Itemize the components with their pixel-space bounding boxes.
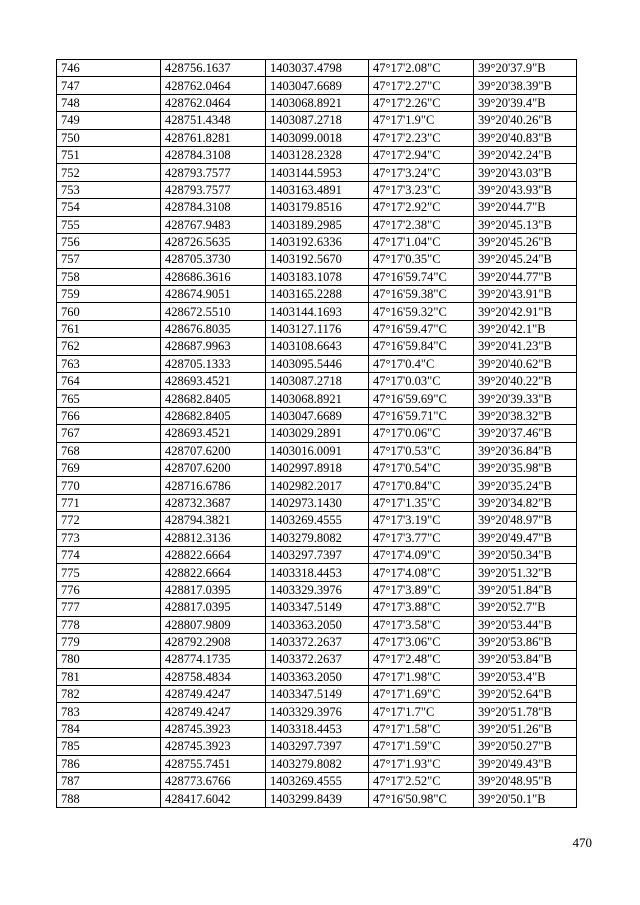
table-row xyxy=(57,512,577,529)
latitude-cell: 47°17'4.09"С xyxy=(369,546,474,563)
table-row xyxy=(57,216,577,233)
latitude-cell: 47°17'1.7"С xyxy=(369,703,474,720)
longitude-cell: 39°20'48.97"В xyxy=(474,512,577,529)
coordinates-table xyxy=(56,59,577,808)
x-coordinate-cell: 428756.1637 xyxy=(161,60,266,77)
longitude-cell: 39°20'40.22"В xyxy=(474,373,577,390)
latitude-cell: 47°16'50.98"С xyxy=(369,790,474,807)
longitude-cell: 39°20'44.77"В xyxy=(474,268,577,285)
x-coordinate-cell: 428767.9483 xyxy=(161,216,266,233)
y-coordinate-cell: 1403183.1078 xyxy=(266,268,369,285)
y-coordinate-cell: 1403363.2050 xyxy=(266,616,369,633)
table-row xyxy=(57,146,577,163)
table-row xyxy=(57,459,577,476)
latitude-cell: 47°17'3.23"С xyxy=(369,181,474,198)
latitude-cell: 47°17'1.35"С xyxy=(369,494,474,511)
table-row xyxy=(57,355,577,372)
point-number-cell: 750 xyxy=(57,129,161,146)
longitude-cell: 39°20'45.24"В xyxy=(474,251,577,268)
point-number-cell: 768 xyxy=(57,442,161,459)
longitude-cell: 39°20'53.86"В xyxy=(474,633,577,650)
x-coordinate-cell: 428693.4521 xyxy=(161,425,266,442)
x-coordinate-cell: 428676.8035 xyxy=(161,320,266,337)
point-number-cell: 762 xyxy=(57,338,161,355)
point-number-cell: 772 xyxy=(57,512,161,529)
table-row xyxy=(57,755,577,772)
y-coordinate-cell: 1403329.3976 xyxy=(266,581,369,598)
table-row xyxy=(57,773,577,790)
x-coordinate-cell: 428792.2908 xyxy=(161,633,266,650)
x-coordinate-cell: 428749.4247 xyxy=(161,686,266,703)
x-coordinate-cell: 428707.6200 xyxy=(161,459,266,476)
table-row xyxy=(57,738,577,755)
point-number-cell: 752 xyxy=(57,164,161,181)
point-number-cell: 777 xyxy=(57,599,161,616)
y-coordinate-cell: 1403047.6689 xyxy=(266,77,369,94)
y-coordinate-cell: 1403179.8516 xyxy=(266,199,369,216)
x-coordinate-cell: 428773.6766 xyxy=(161,773,266,790)
longitude-cell: 39°20'39.4"В xyxy=(474,94,577,111)
table-row xyxy=(57,442,577,459)
latitude-cell: 47°16'59.32"С xyxy=(369,303,474,320)
longitude-cell: 39°20'45.26"В xyxy=(474,233,577,250)
latitude-cell: 47°17'3.24"С xyxy=(369,164,474,181)
y-coordinate-cell: 1402982.2017 xyxy=(266,477,369,494)
point-number-cell: 780 xyxy=(57,651,161,668)
point-number-cell: 747 xyxy=(57,77,161,94)
table-row xyxy=(57,129,577,146)
latitude-cell: 47°17'3.58"С xyxy=(369,616,474,633)
point-number-cell: 774 xyxy=(57,546,161,563)
longitude-cell: 39°20'34.82"В xyxy=(474,494,577,511)
y-coordinate-cell: 1403192.6336 xyxy=(266,233,369,250)
table-row xyxy=(57,199,577,216)
point-number-cell: 749 xyxy=(57,112,161,129)
table-row xyxy=(57,720,577,737)
latitude-cell: 47°16'59.71"С xyxy=(369,407,474,424)
longitude-cell: 39°20'41.23"В xyxy=(474,338,577,355)
point-number-cell: 779 xyxy=(57,633,161,650)
x-coordinate-cell: 428784.3108 xyxy=(161,146,266,163)
table-row xyxy=(57,703,577,720)
table-row xyxy=(57,407,577,424)
latitude-cell: 47°17'1.9"С xyxy=(369,112,474,129)
latitude-cell: 47°16'59.74"С xyxy=(369,268,474,285)
longitude-cell: 39°20'38.39"В xyxy=(474,77,577,94)
table-row xyxy=(57,268,577,285)
latitude-cell: 47°17'2.08"С xyxy=(369,60,474,77)
latitude-cell: 47°17'0.35"С xyxy=(369,251,474,268)
y-coordinate-cell: 1403127.1176 xyxy=(266,320,369,337)
latitude-cell: 47°17'1.93"С xyxy=(369,755,474,772)
longitude-cell: 39°20'36.84"В xyxy=(474,442,577,459)
point-number-cell: 763 xyxy=(57,355,161,372)
y-coordinate-cell: 1403347.5149 xyxy=(266,686,369,703)
x-coordinate-cell: 428693.4521 xyxy=(161,373,266,390)
x-coordinate-cell: 428705.1333 xyxy=(161,355,266,372)
table-row xyxy=(57,251,577,268)
table-row xyxy=(57,303,577,320)
point-number-cell: 770 xyxy=(57,477,161,494)
y-coordinate-cell: 1403016.0091 xyxy=(266,442,369,459)
x-coordinate-cell: 428755.7451 xyxy=(161,755,266,772)
longitude-cell: 39°20'52.7"В xyxy=(474,599,577,616)
table-row xyxy=(57,668,577,685)
point-number-cell: 787 xyxy=(57,773,161,790)
latitude-cell: 47°17'1.69"С xyxy=(369,686,474,703)
longitude-cell: 39°20'49.43"В xyxy=(474,755,577,772)
table-row xyxy=(57,581,577,598)
x-coordinate-cell: 428817.0395 xyxy=(161,581,266,598)
y-coordinate-cell: 1403144.5953 xyxy=(266,164,369,181)
y-coordinate-cell: 1403297.7397 xyxy=(266,546,369,563)
point-number-cell: 778 xyxy=(57,616,161,633)
point-number-cell: 766 xyxy=(57,407,161,424)
point-number-cell: 769 xyxy=(57,459,161,476)
longitude-cell: 39°20'37.9"В xyxy=(474,60,577,77)
x-coordinate-cell: 428758.4834 xyxy=(161,668,266,685)
x-coordinate-cell: 428705.3730 xyxy=(161,251,266,268)
point-number-cell: 748 xyxy=(57,94,161,111)
point-number-cell: 759 xyxy=(57,286,161,303)
point-number-cell: 767 xyxy=(57,425,161,442)
y-coordinate-cell: 1403192.5670 xyxy=(266,251,369,268)
y-coordinate-cell: 1403144.1693 xyxy=(266,303,369,320)
y-coordinate-cell: 1403087.2718 xyxy=(266,112,369,129)
longitude-cell: 39°20'45.13"В xyxy=(474,216,577,233)
latitude-cell: 47°16'59.38"С xyxy=(369,286,474,303)
x-coordinate-cell: 428793.7577 xyxy=(161,164,266,181)
x-coordinate-cell: 428774.1735 xyxy=(161,651,266,668)
table-row xyxy=(57,390,577,407)
longitude-cell: 39°20'40.26"В xyxy=(474,112,577,129)
x-coordinate-cell: 428761.8281 xyxy=(161,129,266,146)
y-coordinate-cell: 1403279.8082 xyxy=(266,755,369,772)
y-coordinate-cell: 1403372.2637 xyxy=(266,651,369,668)
latitude-cell: 47°17'2.27"С xyxy=(369,77,474,94)
x-coordinate-cell: 428745.3923 xyxy=(161,720,266,737)
y-coordinate-cell: 1403299.8439 xyxy=(266,790,369,807)
table-row xyxy=(57,373,577,390)
longitude-cell: 39°20'43.93"В xyxy=(474,181,577,198)
x-coordinate-cell: 428749.4247 xyxy=(161,703,266,720)
latitude-cell: 47°17'0.06"С xyxy=(369,425,474,442)
x-coordinate-cell: 428822.6664 xyxy=(161,546,266,563)
longitude-cell: 39°20'53.84"В xyxy=(474,651,577,668)
point-number-cell: 753 xyxy=(57,181,161,198)
point-number-cell: 755 xyxy=(57,216,161,233)
y-coordinate-cell: 1403163.4891 xyxy=(266,181,369,198)
longitude-cell: 39°20'53.44"В xyxy=(474,616,577,633)
latitude-cell: 47°17'3.06"С xyxy=(369,633,474,650)
point-number-cell: 761 xyxy=(57,320,161,337)
y-coordinate-cell: 1402997.8918 xyxy=(266,459,369,476)
x-coordinate-cell: 428674.9051 xyxy=(161,286,266,303)
x-coordinate-cell: 428732.3687 xyxy=(161,494,266,511)
longitude-cell: 39°20'51.78"В xyxy=(474,703,577,720)
latitude-cell: 47°17'1.59"С xyxy=(369,738,474,755)
longitude-cell: 39°20'51.26"В xyxy=(474,720,577,737)
longitude-cell: 39°20'37.46"В xyxy=(474,425,577,442)
table-row xyxy=(57,633,577,650)
y-coordinate-cell: 1403108.6643 xyxy=(266,338,369,355)
latitude-cell: 47°17'0.03"С xyxy=(369,373,474,390)
x-coordinate-cell: 428751.4348 xyxy=(161,112,266,129)
point-number-cell: 788 xyxy=(57,790,161,807)
y-coordinate-cell: 1403165.2288 xyxy=(266,286,369,303)
y-coordinate-cell: 1402973.1430 xyxy=(266,494,369,511)
y-coordinate-cell: 1403029.2891 xyxy=(266,425,369,442)
x-coordinate-cell: 428784.3108 xyxy=(161,199,266,216)
y-coordinate-cell: 1403068.8921 xyxy=(266,390,369,407)
table-row xyxy=(57,599,577,616)
y-coordinate-cell: 1403279.8082 xyxy=(266,529,369,546)
point-number-cell: 765 xyxy=(57,390,161,407)
latitude-cell: 47°17'0.53"С xyxy=(369,442,474,459)
coordinates-table-body xyxy=(57,60,577,808)
point-number-cell: 764 xyxy=(57,373,161,390)
x-coordinate-cell: 428682.8405 xyxy=(161,390,266,407)
point-number-cell: 751 xyxy=(57,146,161,163)
latitude-cell: 47°17'2.52"С xyxy=(369,773,474,790)
table-row xyxy=(57,686,577,703)
y-coordinate-cell: 1403372.2637 xyxy=(266,633,369,650)
x-coordinate-cell: 428793.7577 xyxy=(161,181,266,198)
table-row xyxy=(57,425,577,442)
table-row xyxy=(57,564,577,581)
latitude-cell: 47°16'59.47"С xyxy=(369,320,474,337)
x-coordinate-cell: 428672.5510 xyxy=(161,303,266,320)
table-row xyxy=(57,338,577,355)
longitude-cell: 39°20'50.27"В xyxy=(474,738,577,755)
point-number-cell: 784 xyxy=(57,720,161,737)
latitude-cell: 47°17'1.04"С xyxy=(369,233,474,250)
y-coordinate-cell: 1403099.0018 xyxy=(266,129,369,146)
y-coordinate-cell: 1403128.2328 xyxy=(266,146,369,163)
longitude-cell: 39°20'42.1"В xyxy=(474,320,577,337)
latitude-cell: 47°17'2.92"С xyxy=(369,199,474,216)
table-row xyxy=(57,164,577,181)
longitude-cell: 39°20'38.32"В xyxy=(474,407,577,424)
longitude-cell: 39°20'43.91"В xyxy=(474,286,577,303)
latitude-cell: 47°17'3.19"С xyxy=(369,512,474,529)
table-row xyxy=(57,286,577,303)
point-number-cell: 754 xyxy=(57,199,161,216)
longitude-cell: 39°20'42.24"В xyxy=(474,146,577,163)
point-number-cell: 776 xyxy=(57,581,161,598)
table-row xyxy=(57,60,577,77)
longitude-cell: 39°20'49.47"В xyxy=(474,529,577,546)
x-coordinate-cell: 428417.6042 xyxy=(161,790,266,807)
x-coordinate-cell: 428762.0464 xyxy=(161,77,266,94)
x-coordinate-cell: 428686.3616 xyxy=(161,268,266,285)
point-number-cell: 746 xyxy=(57,60,161,77)
y-coordinate-cell: 1403189.2985 xyxy=(266,216,369,233)
latitude-cell: 47°16'59.69"С xyxy=(369,390,474,407)
table-row xyxy=(57,112,577,129)
point-number-cell: 758 xyxy=(57,268,161,285)
longitude-cell: 39°20'39.33"В xyxy=(474,390,577,407)
table-row xyxy=(57,651,577,668)
point-number-cell: 785 xyxy=(57,738,161,755)
latitude-cell: 47°17'4.08"С xyxy=(369,564,474,581)
x-coordinate-cell: 428716.6786 xyxy=(161,477,266,494)
table-row xyxy=(57,320,577,337)
point-number-cell: 760 xyxy=(57,303,161,320)
longitude-cell: 39°20'51.32"В xyxy=(474,564,577,581)
x-coordinate-cell: 428682.8405 xyxy=(161,407,266,424)
latitude-cell: 47°17'2.26"С xyxy=(369,94,474,111)
latitude-cell: 47°17'0.4"С xyxy=(369,355,474,372)
table-row xyxy=(57,616,577,633)
latitude-cell: 47°16'59.84"С xyxy=(369,338,474,355)
longitude-cell: 39°20'43.03"В xyxy=(474,164,577,181)
latitude-cell: 47°17'3.77"С xyxy=(369,529,474,546)
table-row xyxy=(57,477,577,494)
x-coordinate-cell: 428687.9963 xyxy=(161,338,266,355)
latitude-cell: 47°17'2.23"С xyxy=(369,129,474,146)
table-row xyxy=(57,529,577,546)
longitude-cell: 39°20'50.34"В xyxy=(474,546,577,563)
latitude-cell: 47°17'3.89"С xyxy=(369,581,474,598)
y-coordinate-cell: 1403087.2718 xyxy=(266,373,369,390)
x-coordinate-cell: 428745.3923 xyxy=(161,738,266,755)
latitude-cell: 47°17'0.84"С xyxy=(369,477,474,494)
point-number-cell: 756 xyxy=(57,233,161,250)
longitude-cell: 39°20'48.95"В xyxy=(474,773,577,790)
y-coordinate-cell: 1403297.7397 xyxy=(266,738,369,755)
y-coordinate-cell: 1403347.5149 xyxy=(266,599,369,616)
latitude-cell: 47°17'2.48"С xyxy=(369,651,474,668)
y-coordinate-cell: 1403068.8921 xyxy=(266,94,369,111)
longitude-cell: 39°20'35.24"В xyxy=(474,477,577,494)
table-row xyxy=(57,790,577,807)
y-coordinate-cell: 1403269.4555 xyxy=(266,773,369,790)
page-number: 470 xyxy=(572,835,592,850)
y-coordinate-cell: 1403329.3976 xyxy=(266,703,369,720)
longitude-cell: 39°20'52.64"В xyxy=(474,686,577,703)
point-number-cell: 782 xyxy=(57,686,161,703)
x-coordinate-cell: 428807.9809 xyxy=(161,616,266,633)
point-number-cell: 781 xyxy=(57,668,161,685)
longitude-cell: 39°20'40.83"В xyxy=(474,129,577,146)
y-coordinate-cell: 1403095.5446 xyxy=(266,355,369,372)
longitude-cell: 39°20'42.91"В xyxy=(474,303,577,320)
latitude-cell: 47°17'2.94"С xyxy=(369,146,474,163)
table-row xyxy=(57,546,577,563)
latitude-cell: 47°17'3.88"С xyxy=(369,599,474,616)
latitude-cell: 47°17'1.98"С xyxy=(369,668,474,685)
y-coordinate-cell: 1403318.4453 xyxy=(266,720,369,737)
latitude-cell: 47°17'0.54"С xyxy=(369,459,474,476)
point-number-cell: 775 xyxy=(57,564,161,581)
x-coordinate-cell: 428762.0464 xyxy=(161,94,266,111)
table-row xyxy=(57,181,577,198)
x-coordinate-cell: 428822.6664 xyxy=(161,564,266,581)
longitude-cell: 39°20'53.4"В xyxy=(474,668,577,685)
point-number-cell: 757 xyxy=(57,251,161,268)
longitude-cell: 39°20'40.62"В xyxy=(474,355,577,372)
longitude-cell: 39°20'35.98"В xyxy=(474,459,577,476)
y-coordinate-cell: 1403037.4798 xyxy=(266,60,369,77)
latitude-cell: 47°17'2.38"С xyxy=(369,216,474,233)
x-coordinate-cell: 428817.0395 xyxy=(161,599,266,616)
y-coordinate-cell: 1403047.6689 xyxy=(266,407,369,424)
y-coordinate-cell: 1403318.4453 xyxy=(266,564,369,581)
x-coordinate-cell: 428812.3136 xyxy=(161,529,266,546)
x-coordinate-cell: 428794.3821 xyxy=(161,512,266,529)
y-coordinate-cell: 1403269.4555 xyxy=(266,512,369,529)
x-coordinate-cell: 428726.5635 xyxy=(161,233,266,250)
table-row xyxy=(57,233,577,250)
point-number-cell: 786 xyxy=(57,755,161,772)
table-row xyxy=(57,94,577,111)
table-row xyxy=(57,494,577,511)
x-coordinate-cell: 428707.6200 xyxy=(161,442,266,459)
longitude-cell: 39°20'51.84"В xyxy=(474,581,577,598)
longitude-cell: 39°20'50.1"В xyxy=(474,790,577,807)
point-number-cell: 773 xyxy=(57,529,161,546)
table-row xyxy=(57,77,577,94)
y-coordinate-cell: 1403363.2050 xyxy=(266,668,369,685)
point-number-cell: 783 xyxy=(57,703,161,720)
longitude-cell: 39°20'44.7"В xyxy=(474,199,577,216)
latitude-cell: 47°17'1.58"С xyxy=(369,720,474,737)
point-number-cell: 771 xyxy=(57,494,161,511)
